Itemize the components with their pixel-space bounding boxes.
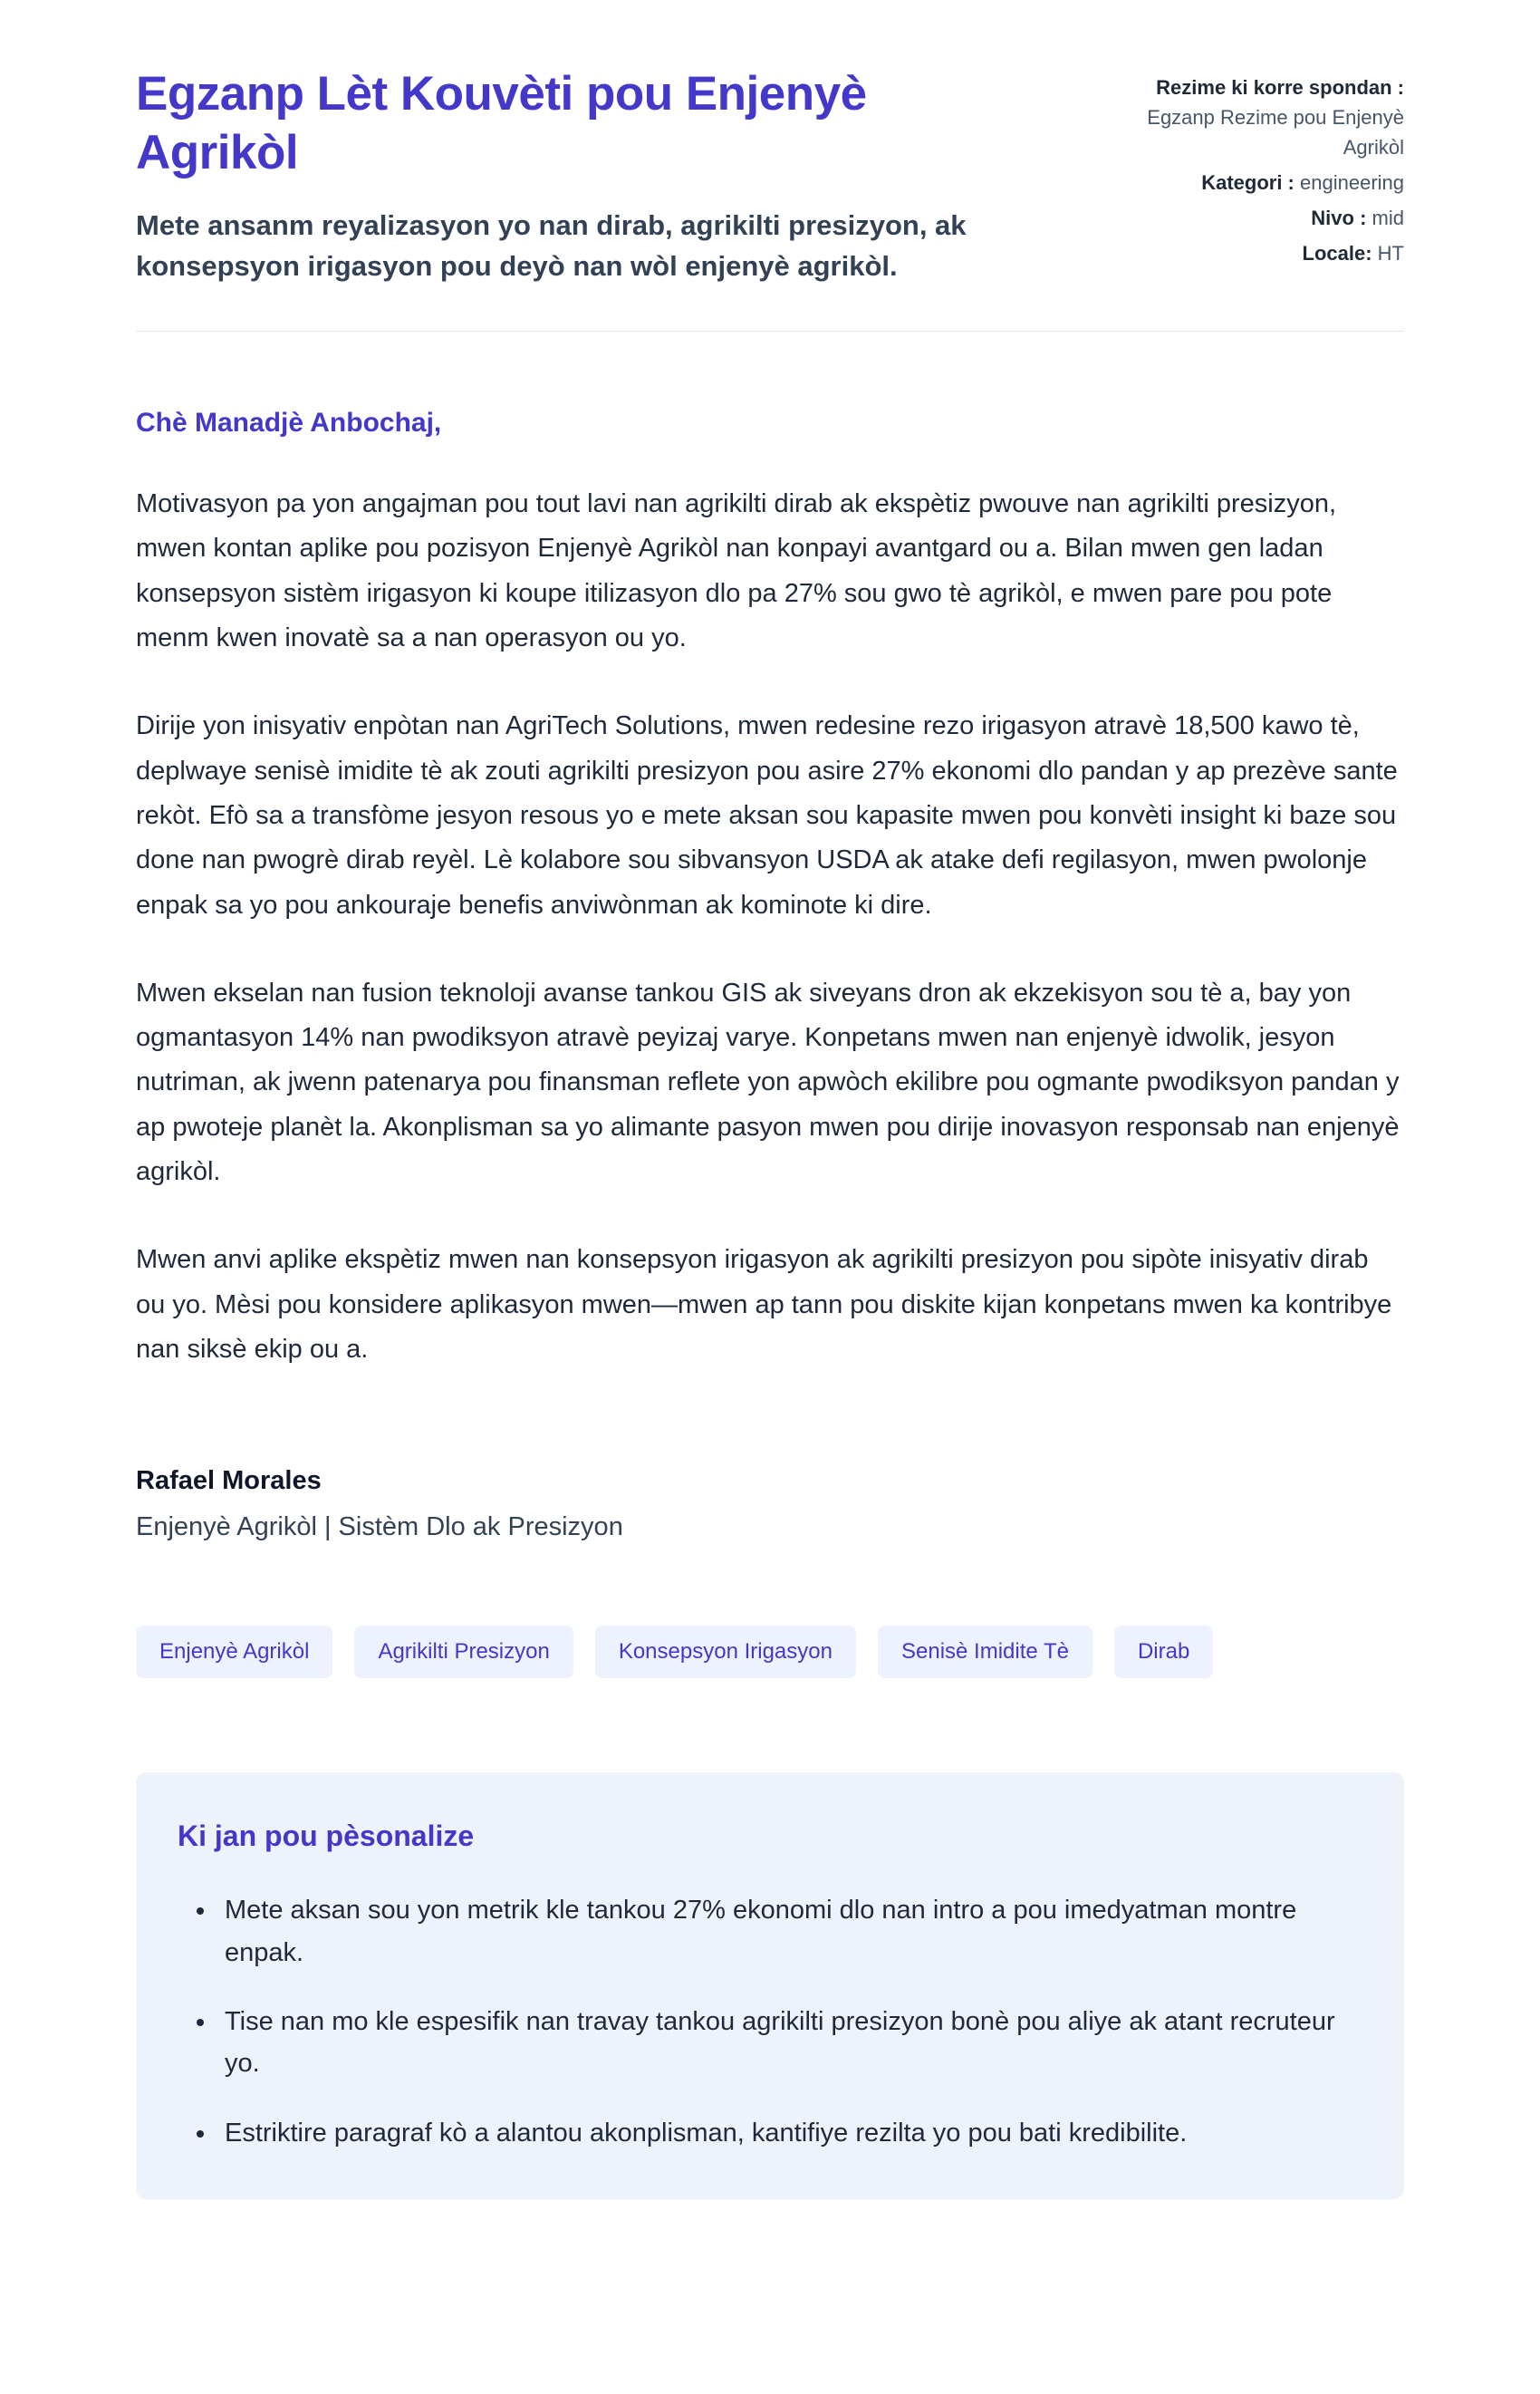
letter-greeting: Chè Manadjè Anbochaj, xyxy=(136,408,442,439)
tag-chip[interactable]: Dirab xyxy=(1114,1626,1213,1678)
meta-level-row xyxy=(1105,203,1404,233)
signature-name: Rafael Morales xyxy=(136,1466,322,1496)
tag-chip[interactable]: Senisè Imidite Tè xyxy=(878,1626,1092,1678)
meta-category-label: Kategori : xyxy=(1201,171,1295,194)
letter-paragraphs xyxy=(136,482,1404,1372)
meta-locale-row xyxy=(1105,238,1404,268)
tips-list xyxy=(178,1889,1362,2154)
tag-chip[interactable]: Konsepsyon Irigasyon xyxy=(595,1626,856,1678)
tips-title: Ki jan pou pèsonalize xyxy=(178,1820,475,1853)
meta-locale-label: Locale: xyxy=(1302,242,1372,265)
meta-category-row xyxy=(1105,168,1404,198)
tips-item: • Tise nan mo kle espesifik nan travay tankou agrikilti presizyon bonè pou aliye ak atant recruteur yo. xyxy=(217,2001,1362,2085)
letter-paragraph: Mwen anvi aplike ekspètiz mwen nan konsepsyon irigasyon ak agrikilti presizyon pou sipòte inisyativ dirab ou yo. Mèsi pou konsidere aplikasyon mwen—mwen ap tann pou diskite kijan konpetans mwen ka kontribye nan siksè ekip ou a. xyxy=(136,1245,1392,1364)
meta-panel xyxy=(1105,65,1404,274)
page-title: Egzanp Lèt Kouvèti pou Enjenyè Agrikòl xyxy=(136,67,867,179)
meta-level-label: Nivo : xyxy=(1311,207,1367,229)
tips-item: • Estriktire paragraf kò a alantou akonplisman, kantifiye rezilta yo pou bati kredibilite. xyxy=(217,2112,1362,2154)
page-header xyxy=(136,65,1404,287)
page-subtitle: Mete ansanm reyalizasyon yo nan dirab, agrikilti presizyon, ak konsepsyon irigasyon pou deyò nan wòl enjenyè agrikòl. xyxy=(136,209,967,283)
meta-category-value: engineering xyxy=(1300,171,1404,194)
letter-paragraph: Motivasyon pa yon angajman pou tout lavi nan agrikilti dirab ak ekspètiz pwouve nan agrikilti presizyon, mwen kontan aplike pou pozisyon Enjenyè Agrikòl nan konpayi avantgard ou a. Bilan mwen gen ladan konsepsyon sistèm irigasyon ki koupe itilizasyon dlo pa 27% sou gwo tè agrikòl, e mwen pare pou pote menm kwen inovatè sa a nan operasyon ou yo. xyxy=(136,489,1337,653)
cover-letter-page xyxy=(136,0,1404,2235)
meta-locale-value: HT xyxy=(1377,242,1404,265)
tips-item: • Mete aksan sou yon metrik kle tankou 27% ekonomi dlo nan intro a pou imedyatman montre enpak. xyxy=(217,1889,1362,1974)
meta-resume-row xyxy=(1105,72,1404,162)
tips-box xyxy=(136,1772,1404,2199)
header-title-block xyxy=(136,65,1006,287)
signature-role: Enjenyè Agrikòl | Sistèm Dlo ak Presizyon xyxy=(136,1512,623,1542)
meta-level-value: mid xyxy=(1372,207,1404,229)
tag-chip[interactable]: Enjenyè Agrikòl xyxy=(136,1626,332,1678)
meta-resume-label: Rezime ki korre spondan : xyxy=(1156,76,1404,99)
tag-chip[interactable]: Agrikilti Presizyon xyxy=(354,1626,573,1678)
meta-resume-value: Egzanp Rezime pou Enjenyè Agrikòl xyxy=(1147,106,1404,159)
header-divider xyxy=(136,331,1404,332)
letter-paragraph: Dirije yon inisyativ enpòtan nan AgriTech Solutions, mwen redesine rezo irigasyon atravè 18,500 kawo tè, deplwaye senisè imidite tè ak zouti agrikilti presizyon pou asire 27% ekonomi dlo pandan y ap prezève sante rekòt. Efò sa a transfòme jesyon resous yo e mete aksan sou kapasite mwen pou konvèti insight ki baze sou done nan pwogrè dirab reyèl. Lè kolabore sou sibvansyon USDA ak atake defi regilasyon, mwen pwolonje enpak sa yo pou ankouraje benefis anviwònman ak kominote ki dire. xyxy=(136,711,1398,920)
letter-body xyxy=(136,408,1404,1542)
tag-list xyxy=(136,1626,1404,1678)
letter-paragraph: Mwen ekselan nan fusion teknoloji avanse tankou GIS ak siveyans dron ak ekzekisyon sou tè a, bay yon ogmantasyon 14% nan pwodiksyon atravè peyizaj varye. Konpetans mwen nan enjenyè idwolik, jesyon nutriman, ak jwenn patenarya pou finansman reflete yon apwòch ekilibre pou ogmante pwodiksyon pandan y ap pwoteje planèt la. Akonplisman sa yo alimante pasyon mwen pou dirije inovasyon responsab nan enjenyè agrikòl. xyxy=(136,978,1400,1187)
